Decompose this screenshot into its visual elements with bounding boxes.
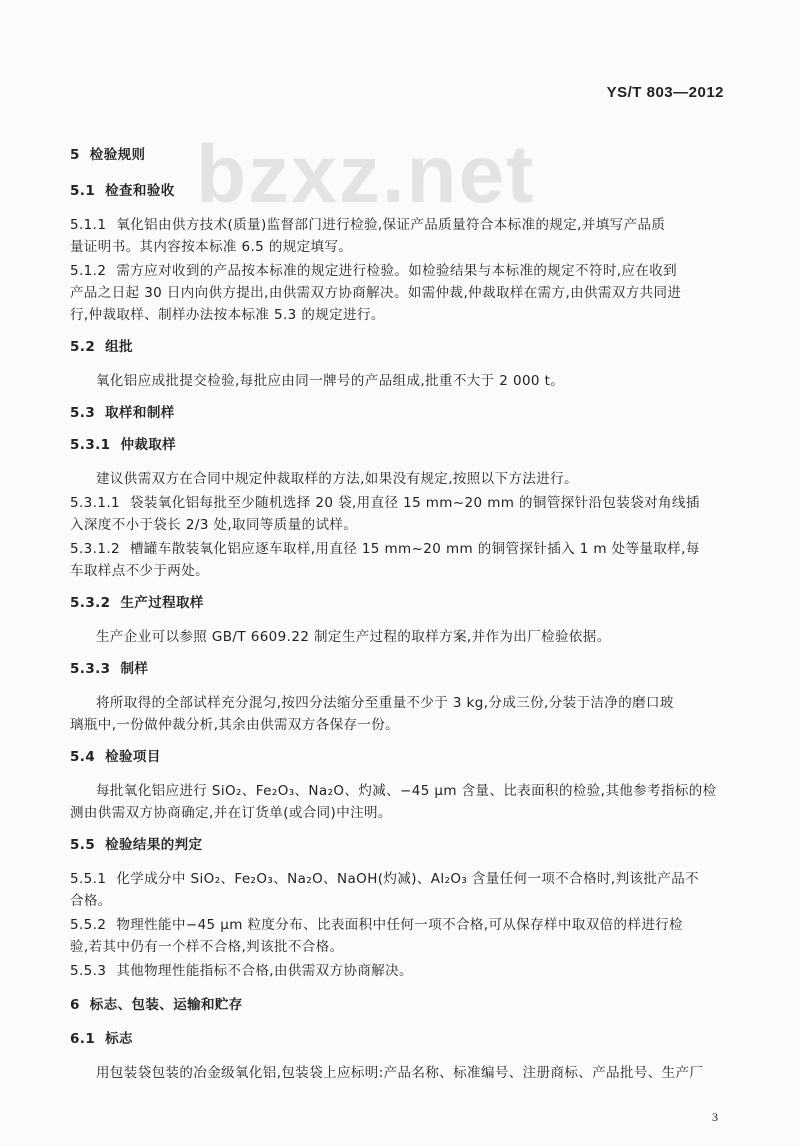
line-text: 仲裁取样 (120, 437, 177, 453)
line-text: 检验规则 (89, 147, 146, 163)
line-text: 需方应对收到的产品按本标准的规定进行检验。如检验结果与本标准的规定不符时,应在收到 (116, 263, 678, 279)
section-heading (70, 836, 730, 854)
paragraph-line (70, 716, 730, 734)
line-text: 检验项目 (105, 749, 161, 765)
line-text: 槽罐车散装氧化铝应逐车取样,用直径 15 mm~20 mm 的铜管探针插入 1 m 处等量取样,每 (130, 541, 700, 557)
clause-number: 5.3.1.1 (70, 495, 121, 511)
clause-number: 5 (70, 147, 80, 163)
paragraph-line (70, 938, 730, 956)
section-heading (70, 1030, 730, 1048)
clause-number: 6.1 (70, 1031, 96, 1047)
clause-number: 5.3 (70, 405, 96, 421)
standard-code: YS/T 803—2012 (606, 84, 724, 101)
clause-number: 5.5 (70, 837, 96, 853)
line-text: 入深度不小于袋长 2/3 处,取同等质量的试样。 (70, 517, 358, 533)
watermark: bzxz.net (196, 129, 536, 220)
clause-number: 5.3.2 (70, 595, 111, 611)
section-heading (70, 404, 730, 422)
line-text: 用包装袋包装的冶金级氧化铝,包装袋上应标明:产品名称、标准编号、注册商标、产品批号、生产厂 (96, 1065, 704, 1081)
paragraph-line (70, 516, 730, 534)
line-text: 其他物理性能指标不合格,由供需双方协商解决。 (116, 963, 413, 979)
line-text: 化学成分中 SiO₂、Fe₂O₃、Na₂O、NaOH(灼减)、Al₂O₃ 含量任何一项不合格时,判该批产品不 (116, 871, 699, 887)
paragraph-line (70, 262, 730, 280)
paragraph-line (96, 1064, 756, 1082)
clause-number: 5.2 (70, 339, 96, 355)
line-text: 璃瓶中,一份做仲裁分析,其余由供需双方各保存一份。 (70, 717, 400, 733)
section-heading (70, 182, 730, 200)
paragraph-line (70, 804, 730, 822)
paragraph-line (70, 284, 730, 302)
paragraph-line (70, 238, 730, 256)
line-text: 制样 (120, 661, 149, 677)
clause-number: 5.5.1 (70, 871, 107, 887)
paragraph-line (70, 870, 730, 888)
line-text: 将所取得的全部试样充分混匀,按四分法缩分至重量不少于 3 kg,分成三份,分装于洁净的磨口玻 (96, 695, 674, 711)
clause-number: 5.3.1 (70, 437, 111, 453)
section-heading (70, 436, 730, 454)
line-text: 氧化铝由供方技术(质量)监督部门进行检验,保证产品质量符合本标准的规定,并填写产品质 (116, 217, 666, 233)
clause-number: 5.3.1.2 (70, 541, 121, 557)
paragraph-line (96, 694, 756, 712)
paragraph-line (70, 216, 730, 234)
clause-number: 5.1.2 (70, 263, 107, 279)
section-heading (70, 660, 730, 678)
section-heading (70, 996, 730, 1014)
line-text: 建议供需双方在合同中规定仲裁取样的方法,如果没有规定,按照以下方法进行。 (96, 471, 578, 487)
line-text: 验,若其中仍有一个样不合格,判该批不合格。 (70, 939, 344, 955)
line-text: 车取样点不少于两处。 (70, 563, 209, 579)
paragraph-line (70, 916, 730, 934)
section-heading (70, 748, 730, 766)
paragraph-line (70, 892, 730, 910)
clause-number: 5.1 (70, 183, 96, 199)
line-text: 合格。 (70, 893, 112, 909)
line-text: 测由供需双方协商确定,并在订货单(或合同)中注明。 (70, 805, 392, 821)
clause-number: 5.1.1 (70, 217, 107, 233)
line-text: 行,仲裁取样、制样办法按本标准 5.3 的规定进行。 (70, 307, 385, 323)
section-heading (70, 594, 730, 612)
paragraph-line (70, 306, 730, 324)
line-text: 产品之日起 30 日内向供方提出,由供需双方协商解决。如需仲裁,仲裁取样在需方,由供需双方共同进 (70, 285, 682, 301)
paragraph-line (96, 372, 756, 390)
section-heading (70, 338, 730, 356)
line-text: 检验结果的判定 (105, 837, 203, 853)
line-text: 氧化铝应成批提交检验,每批应由同一牌号的产品组成,批重不大于 2 000 t。 (96, 373, 565, 389)
paragraph-line (96, 782, 756, 800)
paragraph-line (70, 494, 730, 512)
paragraph-line (70, 540, 730, 558)
line-text: 袋装氧化铝每批至少随机选择 20 袋,用直径 15 mm~20 mm 的铜管探针沿包装袋对角线插 (130, 495, 700, 511)
line-text: 取样和制样 (105, 405, 175, 421)
clause-number: 6 (70, 997, 80, 1013)
paragraph-line (70, 962, 730, 980)
clause-number: 5.5.2 (70, 917, 107, 933)
paragraph-line (70, 562, 730, 580)
line-text: 组批 (105, 339, 133, 355)
line-text: 检查和验收 (105, 183, 175, 199)
clause-number: 5.3.3 (70, 661, 111, 677)
paragraph-line (96, 628, 756, 646)
line-text: 生产过程取样 (120, 595, 204, 611)
clause-number: 5.5.3 (70, 963, 107, 979)
line-text: 每批氧化铝应进行 SiO₂、Fe₂O₃、Na₂O、灼减、−45 μm 含量、比表面积的检验,其他参考指标的检 (96, 783, 717, 799)
paragraph-line (96, 470, 756, 488)
line-text: 标志 (105, 1031, 133, 1047)
section-heading (70, 146, 730, 164)
line-text: 量证明书。其内容按本标准 6.5 的规定填写。 (70, 239, 353, 255)
page-number: 3 (712, 1110, 718, 1124)
line-text: 物理性能中−45 μm 粒度分布、比表面积中任何一项不合格,可从保存样中取双倍的样进行检 (116, 917, 684, 933)
line-text: 生产企业可以参照 GB/T 6609.22 制定生产过程的取样方案,并作为出厂检验依据。 (96, 629, 611, 645)
line-text: 标志、包装、运输和贮存 (89, 997, 243, 1013)
clause-number: 5.4 (70, 749, 96, 765)
